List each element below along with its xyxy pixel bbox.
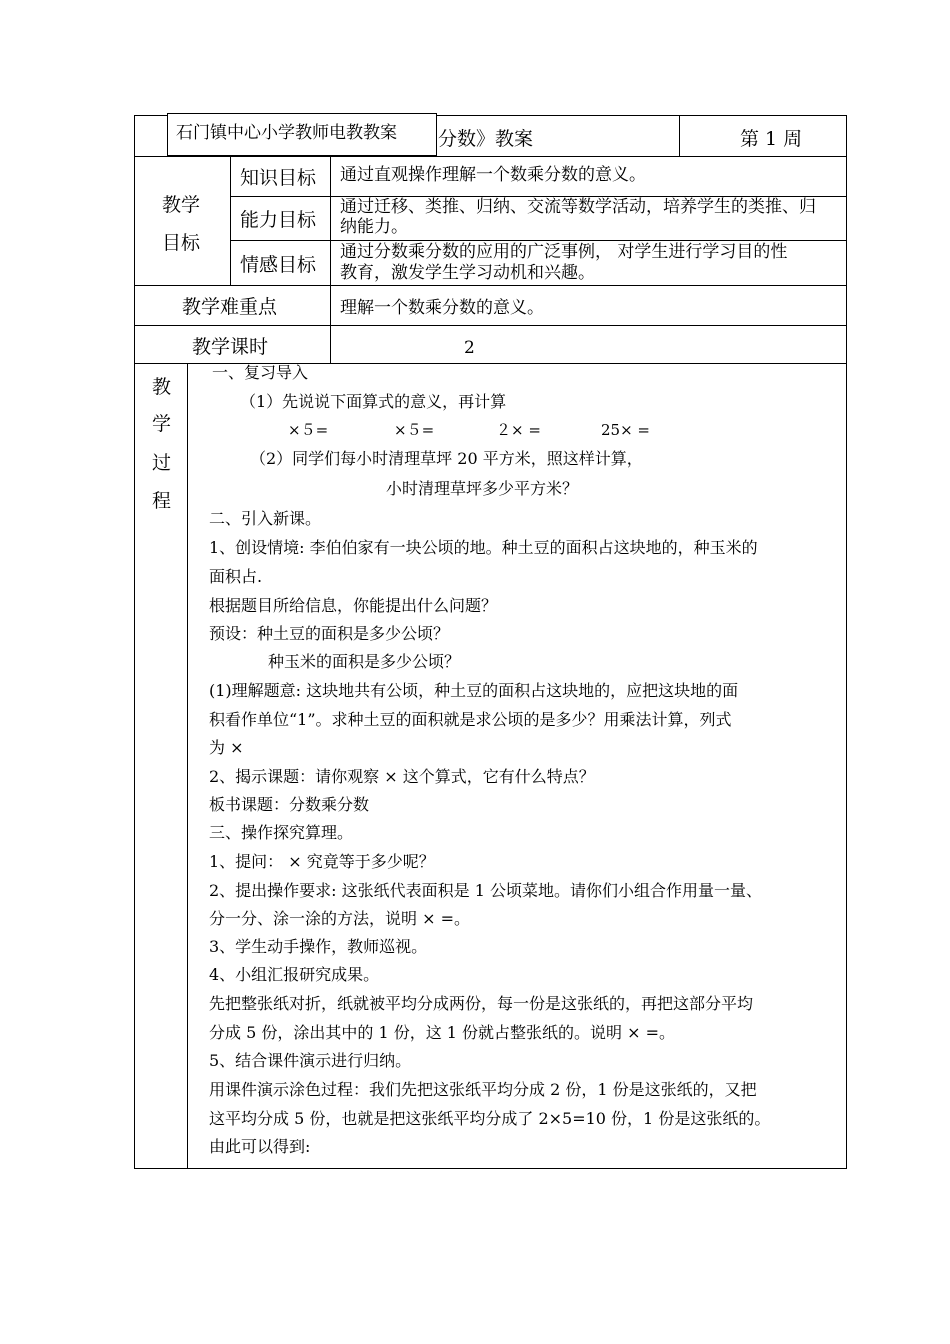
rule-header-bottom xyxy=(134,156,847,157)
hours-label: 教学课时 xyxy=(192,336,269,358)
process-line: 小时清理草坪多少平方米？ xyxy=(386,479,579,498)
process-line: （1）先说说下面算式的意义，再计算 xyxy=(240,392,507,411)
process-line: 分一分、涂一涂的方法，说明 × =。 xyxy=(209,909,470,928)
process-line: 为 × xyxy=(209,738,244,757)
key-points-label: 教学难重点 xyxy=(182,296,278,318)
objective-text-emotion-2: 教育，激发学生学习动机和兴趣。 xyxy=(340,263,595,283)
process-line: 3、学生动手操作，教师巡视。 xyxy=(209,937,428,956)
process-line: 面积占. xyxy=(209,567,263,586)
rule-obj-label-sep xyxy=(230,156,231,285)
rule-bottom xyxy=(134,1168,847,1169)
process-line: 根据题目所给信息，你能提出什么问题？ xyxy=(209,596,498,615)
process-line: 5、结合课件演示进行归纳。 xyxy=(209,1051,412,1070)
process-line: 2、揭示课题：请你观察 × 这个算式，它有什么特点？ xyxy=(209,767,595,786)
process-line: 二、引入新课。 xyxy=(209,509,322,528)
process-line: 用课件演示涂色过程：我们先把这张纸平均分成 2 份，1 份是这张纸的，又把 xyxy=(209,1080,757,1099)
process-label-char-1: 教 xyxy=(152,376,172,398)
process-line: 预设：种土豆的面积是多少公顷？ xyxy=(209,624,450,643)
process-label-char-4: 程 xyxy=(152,490,172,512)
process-line: 积看作单位“1”。求种土豆的面积就是求公顷的是多少？用乘法计算，列式 xyxy=(209,710,732,729)
rule-obj-text-sep xyxy=(330,156,331,363)
process-label-char-3: 过 xyxy=(152,452,172,474)
process-line: 这平均分成 5 份，也就是把这张纸平均分成了 2×5=10 份，1 份是这张纸的。 xyxy=(209,1109,771,1128)
objective-label-ability: 能力目标 xyxy=(240,209,317,231)
process-line: 2、提出操作要求: 这张纸代表面积是 1 公顷菜地。请你们小组合作用量一量、 xyxy=(209,881,763,900)
process-line: 种玉米的面积是多少公顷？ xyxy=(268,652,461,671)
objectives-group-label-2: 目标 xyxy=(162,232,201,254)
process-line: 先把整张纸对折，纸就被平均分成两份，每一份是这张纸的，再把这部分平均 xyxy=(209,994,754,1013)
objectives-group-label-1: 教学 xyxy=(162,194,201,216)
process-label-char-2: 学 xyxy=(152,413,172,435)
process-line: ２× = xyxy=(496,421,541,439)
process-line: (1)理解题意: 这块地共有公顷，种土豆的面积占这块地的，应把这块地的面 xyxy=(209,681,739,700)
objective-label-emotion: 情感目标 xyxy=(240,254,317,276)
process-line: 分成 5 份，涂出其中的 1 份，这 1 份就占整张纸的。说明 × =。 xyxy=(209,1023,676,1042)
rule-right xyxy=(846,115,847,1168)
process-line: ×５= xyxy=(394,421,435,439)
key-points-text: 理解一个数乘分数的意义。 xyxy=(340,298,544,318)
process-line: 板书课题：分数乘分数 xyxy=(209,795,370,814)
rule-left xyxy=(134,115,135,1168)
objective-label-knowledge: 知识目标 xyxy=(240,167,317,189)
hours-value: 2 xyxy=(464,338,475,358)
process-line: （2）同学们每小时清理草坪 20 平方米，照这样计算， xyxy=(250,449,643,468)
objective-text-ability-1: 通过迁移、类推、归纳、交流等数学活动，培养学生的类推、归 xyxy=(340,197,816,217)
rule-key-bottom xyxy=(134,325,847,326)
rule-process-sep xyxy=(187,363,188,1168)
rule-obj-bottom xyxy=(134,285,847,286)
process-line: 25× = xyxy=(601,421,650,439)
process-line: 1、提问： × 究竟等于多少呢？ xyxy=(209,852,435,871)
process-line: 4、小组汇报研究成果。 xyxy=(209,965,380,984)
process-line: 三、操作探究算理。 xyxy=(209,823,354,842)
process-line: ×５= xyxy=(288,421,329,439)
process-line: 一、复习导入 xyxy=(212,363,309,382)
process-line: 1、创设情境: 李伯伯家有一块公顷的地。种土豆的面积占这块地的，种玉米的 xyxy=(209,538,758,557)
objective-text-ability-2: 纳能力。 xyxy=(340,217,408,237)
title-fragment: 分数》教案 xyxy=(438,128,534,150)
objective-text-emotion-1: 通过分数乘分数的应用的广泛事例， 对学生进行学习目的性 xyxy=(340,242,788,262)
rule-week-sep xyxy=(679,115,680,156)
process-line: 由此可以得到: xyxy=(209,1137,311,1156)
objective-text-knowledge: 通过直观操作理解一个数乘分数的意义。 xyxy=(340,165,646,185)
week-label: 第 1 周 xyxy=(740,128,803,150)
school-label: 石门镇中心小学教师电教教案 xyxy=(176,123,397,143)
